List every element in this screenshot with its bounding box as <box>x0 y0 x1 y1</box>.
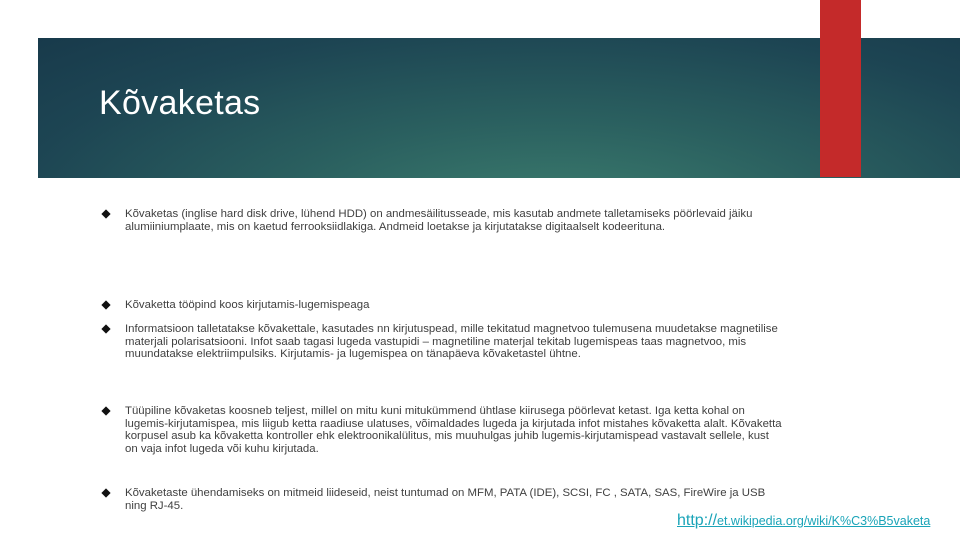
bullet-item <box>102 299 782 312</box>
diamond-bullet-icon <box>101 324 110 333</box>
bullet-item <box>102 323 782 361</box>
accent-bar <box>820 0 861 177</box>
bullet-text: Tüüpiline kõvaketas koosneb teljest, millel on mitu kuni mitukümmend ühtlase kiirusega pöörlevat ketast. Iga ketta kohal on lugemis-kirjutamispea, mis liigub ketta raadiuse ulatuses, võimaldades lugeda ja kirjutada infot mistahes kõvaketta alalt. Kõvaketta korpusel asub ka kõvaketta kontroller ehk elektroonikalülitus, mis muuhulgas juhib lugemis-kirjutamispead vastavalt sellele, kust on vaja infot lugeda või kuhu kirjutada. <box>125 405 782 455</box>
bullet-item <box>102 487 782 512</box>
diamond-bullet-icon <box>101 406 110 415</box>
bullet-text: Kõvaketta tööpind koos kirjutamis-lugemispeaga <box>125 299 370 311</box>
diamond-bullet-icon <box>101 300 110 309</box>
bullet-item <box>102 208 782 233</box>
diamond-bullet-icon <box>101 209 110 218</box>
bullet-text: Kõvaketaste ühendamiseks on mitmeid liideseid, neist tuntumad on MFM, PATA (IDE), SCSI, FC , SATA, SAS, FireWire ja USB ning RJ-45. <box>125 487 766 512</box>
slide-title: Kõvaketas <box>99 84 261 122</box>
diamond-bullet-icon <box>101 488 110 497</box>
bullet-text: Kõvaketas (inglise hard disk drive, lühend HDD) on andmesäilitusseade, mis kasutab andmete talletamiseks pöörlevaid jäiku alumiiniumplaate, mis on kaetud ferrooksiidlakiga. Andmeid loetakse ja kirjutatakse digitaalselt kodeerituna. <box>125 208 753 233</box>
source-link[interactable] <box>677 512 930 530</box>
bullet-text: Informatsioon talletatakse kõvakettale, kasutades nn kirjutuspead, mille tekitatud magnetvoo tulemusena muudetakse magnetilise materjali polarisatsiooni. Infot saab tagasi lugeda vastupidi – magnetiline materjal tekitab lugemispeas taas magnetvoo, mis muundatakse elektriimpulsiks. Kirjutamis- ja lugemispea on tänapäeva kõvaketastel ühtne. <box>125 323 778 360</box>
source-link-url[interactable]: et.wikipedia.org/wiki/K%C3%B5vaketa <box>717 514 931 528</box>
source-link-protocol[interactable]: http:// <box>677 512 718 529</box>
bullet-item <box>102 405 782 455</box>
